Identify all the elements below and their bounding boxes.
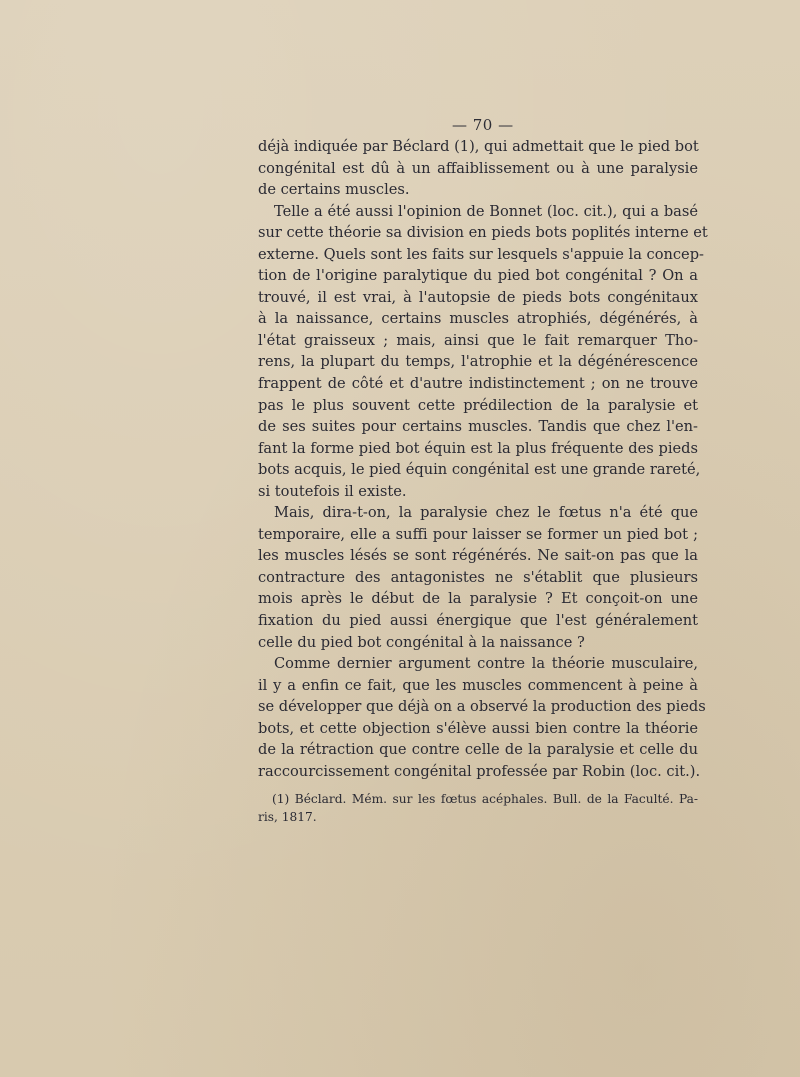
text-line: rens, la plupart du temps, l'atrophie et la dégénérescence xyxy=(258,353,698,371)
text-line: bots acquis, le pied équin congénital est une grande rareté, xyxy=(258,461,701,479)
text-line: déjà indiquée par Béclard (1), qui admettait que le pied bot xyxy=(258,138,699,155)
text-line: mois après le début de la paralysie ? Et conçoit-on une xyxy=(258,590,698,608)
text-line: sur cette théorie sa division en pieds bots poplités interne et xyxy=(258,224,708,242)
text-line: congénital est dû à un affaiblissement ou à une paralysie xyxy=(258,159,698,177)
text-line: tion de l'origine paralytique du pied bot congénital ? On a xyxy=(258,267,698,285)
text-line: Telle a été aussi l'opinion de Bonnet (loc. cit.), qui a basé xyxy=(274,202,698,220)
text-line: à la naissance, certains muscles atrophiés, dégénérés, à xyxy=(258,310,698,328)
text-line: celle du pied bot congénital à la naissance ? xyxy=(258,633,585,651)
text-line: de ses suites pour certains muscles. Tandis que chez l'en- xyxy=(258,418,698,436)
text-line: contracture des antagonistes ne s'établit que plusieurs xyxy=(258,568,698,586)
text-line: se développer que déjà on a observé la production des pieds xyxy=(258,698,706,716)
text-line: il y a enfin ce fait, que les muscles commencent à peine à xyxy=(258,676,698,694)
text-line: de la rétraction que contre celle de la paralysie et celle du xyxy=(258,741,698,759)
text-line: si toutefois il existe. xyxy=(258,482,407,500)
text-line: les muscles lésés se sont régénérés. Ne sait-on pas que la xyxy=(258,547,698,565)
page-number: — 70 — xyxy=(452,116,514,134)
text-line: Comme dernier argument contre la théorie musculaire, xyxy=(274,655,698,673)
text-line: pas le plus souvent cette prédilection de la paralysie et xyxy=(258,396,698,414)
text-line: externe. Quels sont les faits sur lesquels s'appuie la concep- xyxy=(258,245,704,263)
footnote xyxy=(258,790,698,826)
text-line: Mais, dira-t-on, la paralysie chez le fœtus n'a été que xyxy=(274,504,698,522)
body-text xyxy=(258,136,708,782)
footnote-line: ris, 1817. xyxy=(258,810,317,824)
text-line: raccourcissement congénital professée par Robin (loc. cit.). xyxy=(258,762,701,780)
text-line: temporaire, elle a suffi pour laisser se former un pied bot ; xyxy=(258,525,698,543)
footnote-line: (1) Béclard. Mém. sur les fœtus acéphales. Bull. de la Faculté. Pa- xyxy=(272,792,698,806)
text-line: fant la forme pied bot équin est la plus fréquente des pieds xyxy=(258,439,698,457)
text-line: trouvé, il est vrai, à l'autopsie de pieds bots congénitaux xyxy=(258,288,698,306)
text-line: l'état graisseux ; mais, ainsi que le fait remarquer Tho- xyxy=(258,331,698,349)
text-line: de certains muscles. xyxy=(258,181,410,199)
text-line: bots, et cette objection s'élève aussi bien contre la théorie xyxy=(258,719,698,737)
text-line: fixation du pied aussi énergique que l'est généralement xyxy=(258,612,698,630)
text-line: frappent de côté et d'autre indistinctement ; on ne trouve xyxy=(258,375,698,393)
